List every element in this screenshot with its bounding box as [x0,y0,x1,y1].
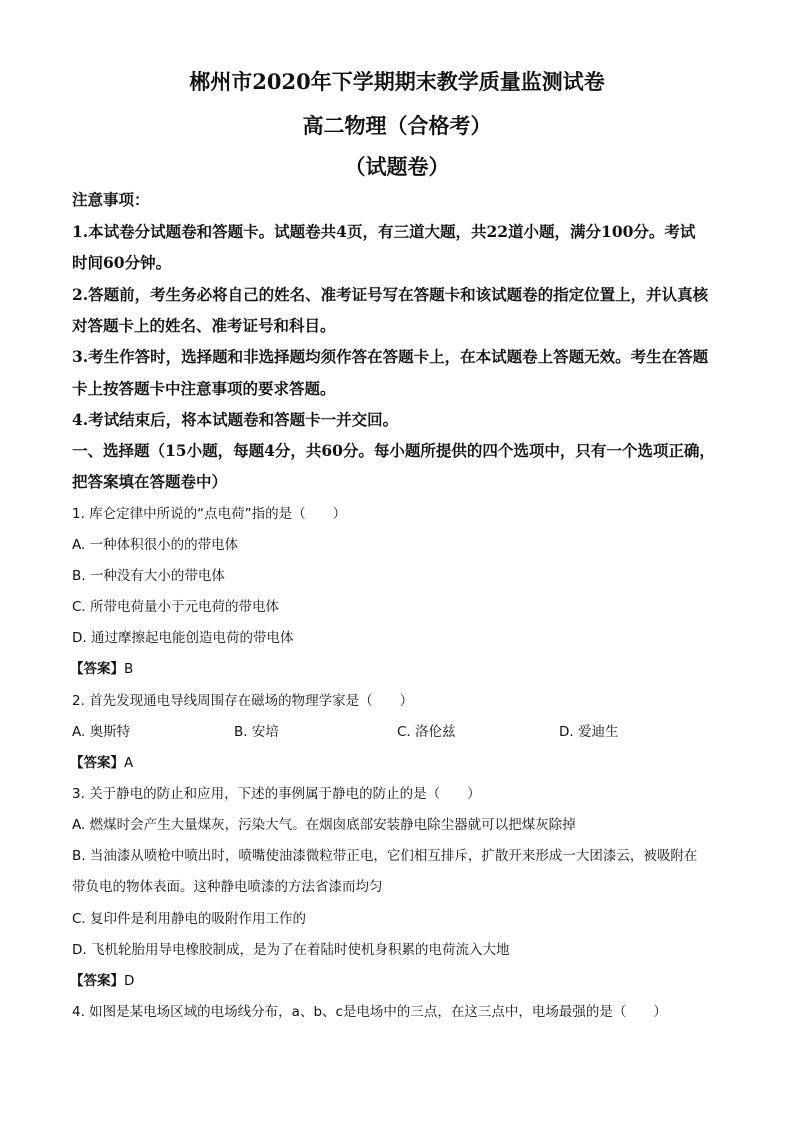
notice-item-3-line-2: 卡上按答题卡中注意事项的要求答题。 [72,379,336,398]
question-3-option-a: A. 燃煤时会产生大量煤灰，污染大气。在烟囱底部安装静电除尘器就可以把煤灰除掉 [72,817,576,833]
notice-heading: 注意事项： [72,190,150,209]
answer-label: 【答案】 [70,755,124,771]
answer-value: D [124,973,135,989]
answer-label: 【答案】 [70,973,124,989]
question-2-option-b: B. 安培 [234,724,279,740]
answer-label: 【答案】 [70,661,124,677]
section-heading-line-1: 一、选择题（15小题，每题4分，共60分。每小题所提供的四个选项中，只有一个选项正确， [72,441,715,460]
notice-item-2-line-1: 2.答题前，考生务必将自己的姓名、准考证号写在答题卡和该试题卷的指定位置上，并认真核 [72,285,709,304]
question-4-stem: 4. 如图是某电场区域的电场线分布，a、b、c是电场中的三点，在这三点中，电场最强的是（ ） [72,1004,667,1020]
question-2-stem: 2. 首先发现通电导线周围存在磁场的物理学家是（ ） [72,693,414,709]
question-3-option-b-line-1: B. 当油漆从喷枪中喷出时，喷嘴使油漆微粒带正电，它们相互排斥，扩散开来形成一大团漆云，被吸附在 [72,848,698,864]
notice-item-3-line-1: 3.考生作答时，选择题和非选择题均须作答在答题卡上，在本试题卷上答题无效。考生在答题 [72,347,709,366]
question-1-answer [70,658,734,680]
question-1-option-a: A. 一种体积很小的的带电体 [72,537,239,553]
question-3-option-c: C. 复印件是利用静电的吸附作用工作的 [72,911,307,927]
question-2-answer [70,752,734,774]
notice-item-1-line-1: 1.本试卷分试题卷和答题卡。试题卷共4页，有三道大题，共22道小题，满分100分。考试 [72,222,696,241]
section-heading-line-2: 把答案填在答题卷中） [72,472,228,491]
exam-title: 郴州市2020年下学期期末教学质量监测试卷 [189,69,605,94]
exam-type: （试题卷） [344,154,450,179]
question-2-option-c: C. 洛伦兹 [397,724,456,740]
answer-value: B [124,661,134,677]
question-3-stem: 3. 关于静电的防止和应用，下述的事例属于静电的防止的是（ ） [72,786,481,802]
question-1-stem: 1. 库仑定律中所说的“点电荷”指的是（ ） [72,506,347,522]
notice-item-2-line-2: 对答题卡上的姓名、准考证号和科目。 [72,316,336,335]
question-3-option-d: D. 飞机轮胎用导电橡胶制成，是为了在着陆时使机身积累的电荷流入大地 [72,942,510,958]
notice-item-4: 4.考试结束后，将本试题卷和答题卡一并交回。 [72,410,399,429]
question-3-answer [70,970,734,992]
question-3-option-b-line-2: 带负电的物体表面。这种静电喷漆的方法省漆而均匀 [72,879,383,895]
question-1-option-d: D. 通过摩擦起电能创造电荷的带电体 [72,630,294,646]
question-2-option-d: D. 爱迪生 [559,724,619,740]
exam-subject: 高二物理（合格考） [302,113,492,138]
answer-value: A [124,755,134,771]
question-2-option-a: A. 奥斯特 [72,724,131,740]
question-1-option-b: B. 一种没有大小的带电体 [72,568,225,584]
notice-item-1-line-2: 时间60分钟。 [72,253,172,272]
question-1-option-c: C. 所带电荷量小于元电荷的带电体 [72,599,280,615]
